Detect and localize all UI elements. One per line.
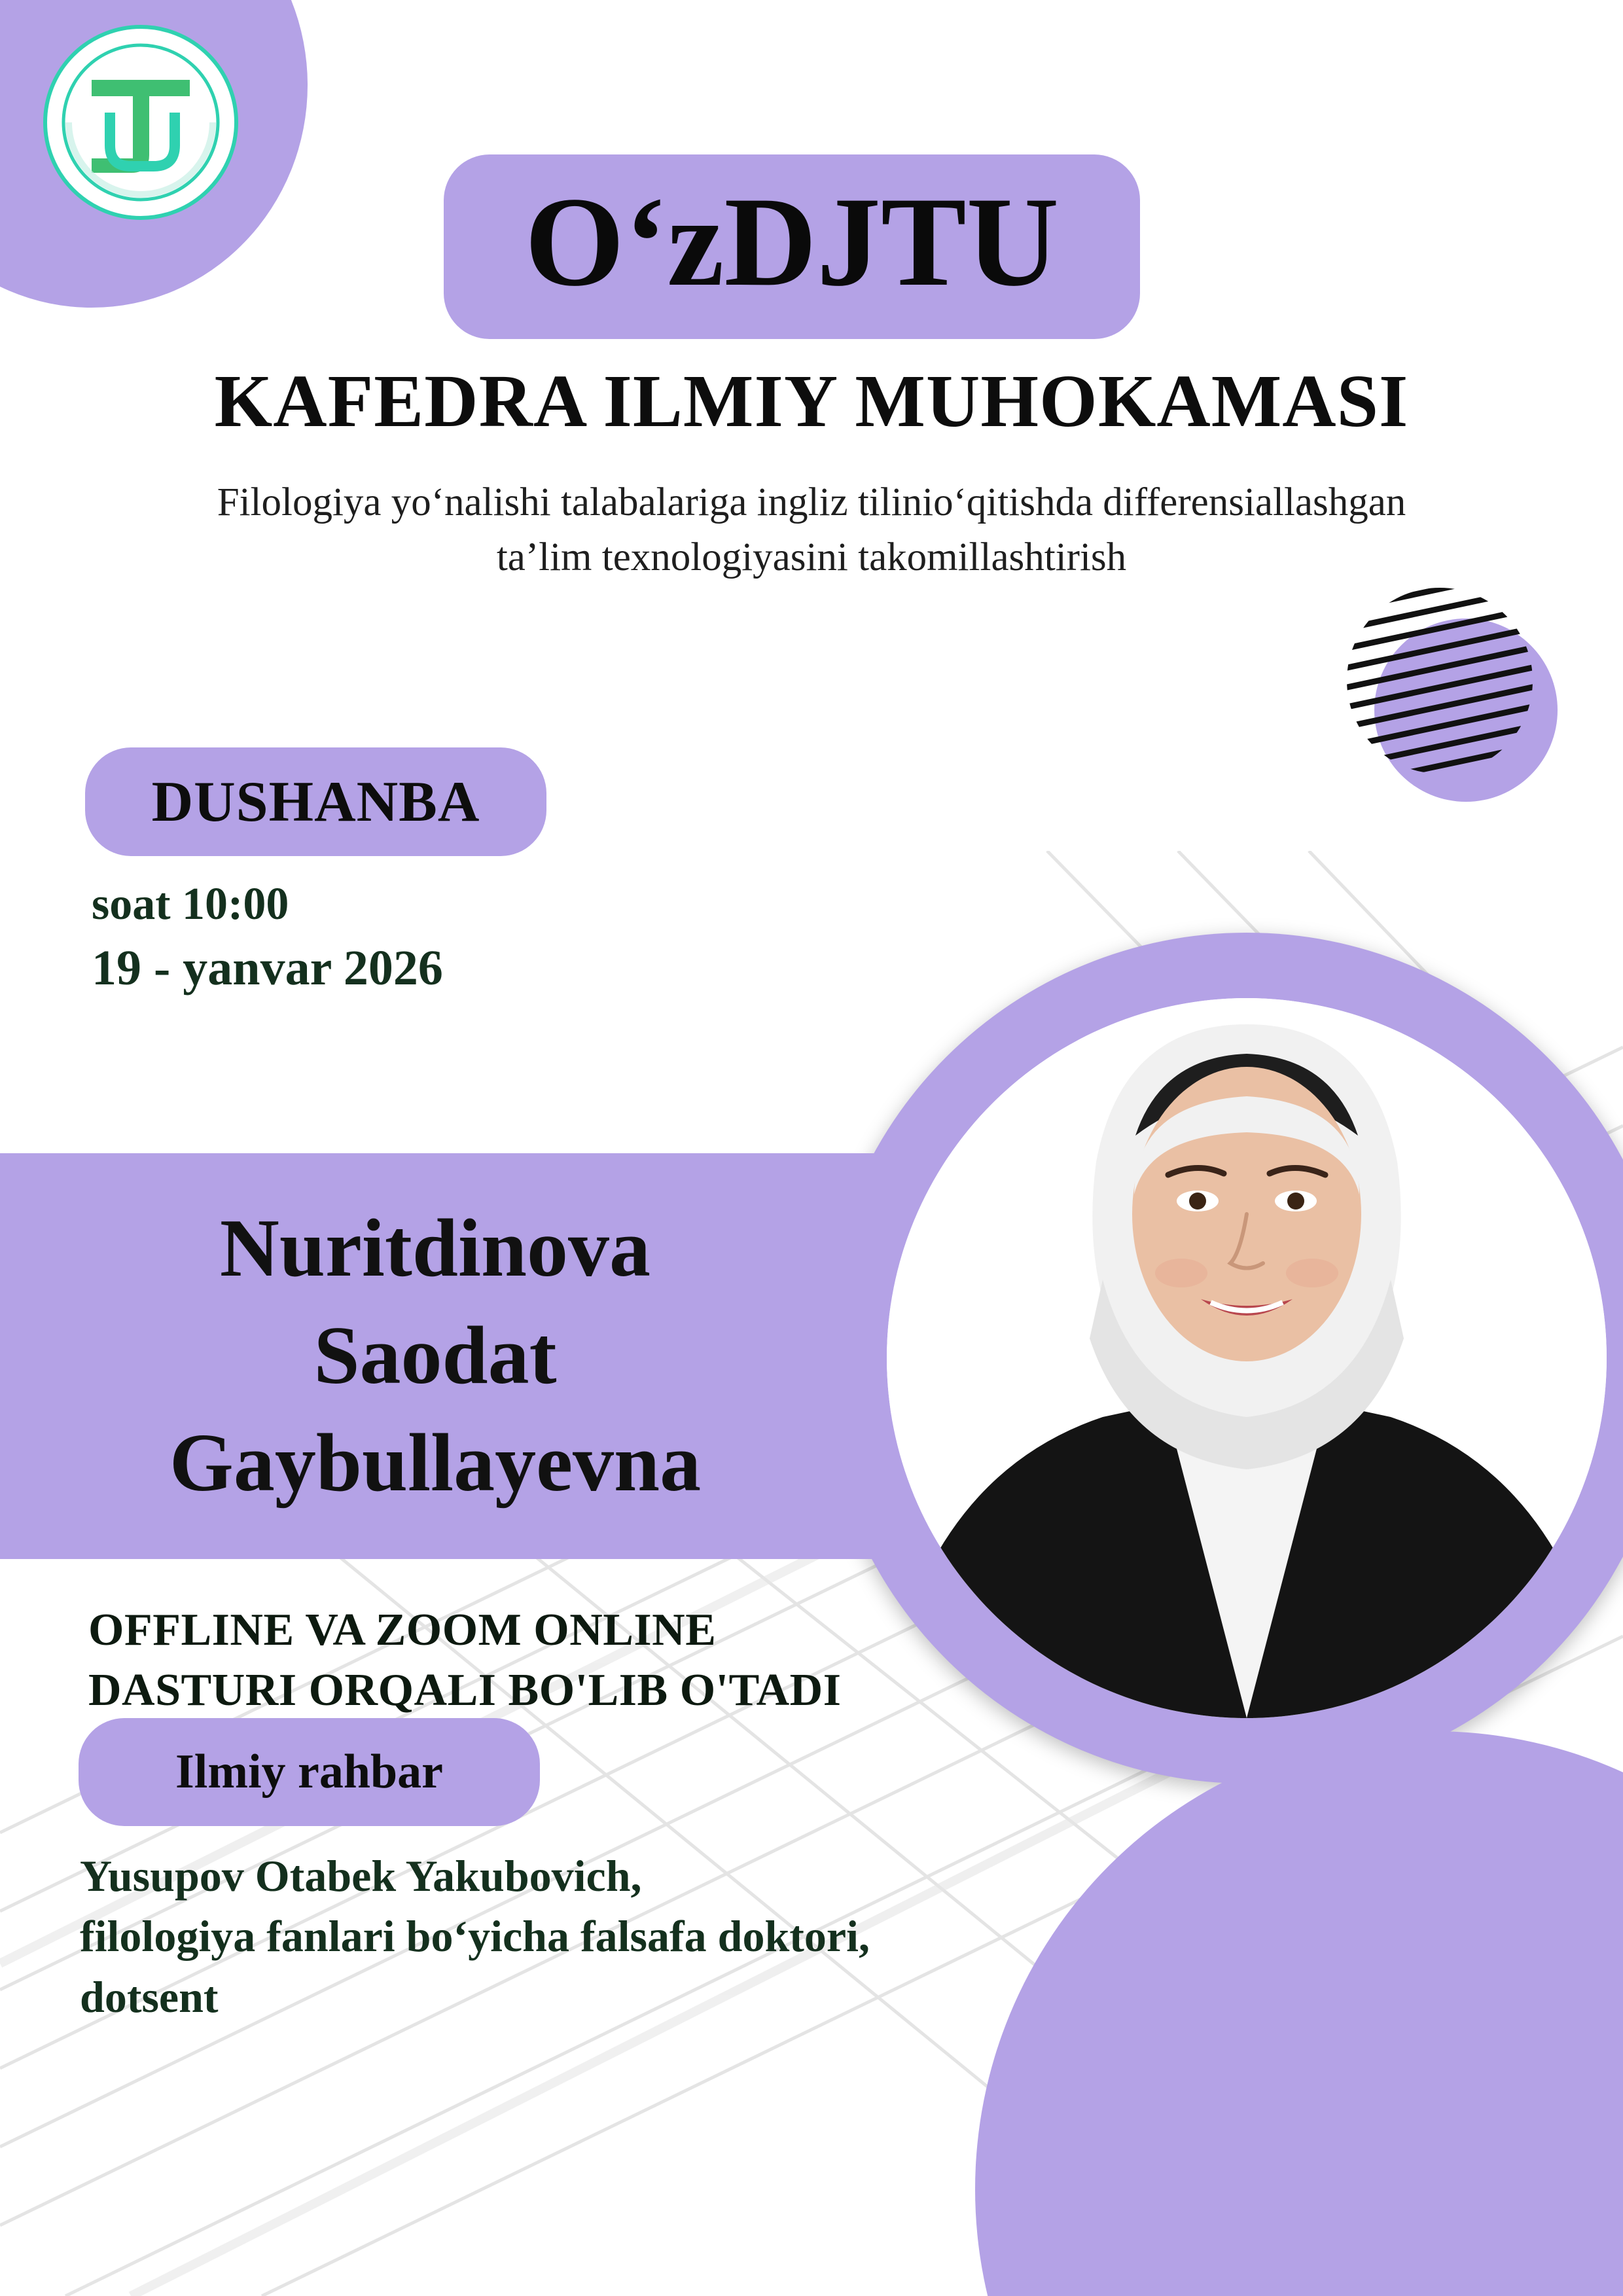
presenter-patronymic: Gaybullayevna: [169, 1417, 702, 1509]
page-title: O‘zDJTU: [524, 171, 1060, 313]
supervisor-info: [80, 1846, 870, 2027]
day-badge: [85, 747, 546, 856]
event-date: 19 - yanvar 2026: [92, 941, 443, 996]
supervisor-label: Ilmiy rahbar: [175, 1745, 444, 1799]
event-format: [88, 1600, 841, 1721]
university-logo-icon: [39, 21, 242, 224]
supervisor-title: dotsent: [80, 1971, 219, 2022]
topic-line-2: ta’lim texnologiyasini takomillashtirish: [496, 535, 1127, 580]
event-time: soat 10:00: [92, 879, 289, 929]
supervisor-name: Yusupov Otabek Yakubovich,: [80, 1851, 642, 1901]
presenter-surname: Nuritdinova: [219, 1203, 651, 1295]
presenter-first-name: Saodat: [313, 1310, 557, 1402]
event-heading: KAFEDRA ILMIY MUHOKAMASI: [214, 359, 1409, 442]
presenter-portrait-illustration: [887, 998, 1607, 1718]
format-line-1: OFFLINE VA ZOOM ONLINE: [88, 1605, 717, 1655]
supervisor-badge: [79, 1718, 540, 1826]
topic-subtitle: [92, 475, 1531, 585]
presenter-name-block: [0, 1153, 877, 1559]
supervisor-degree: filologiya fanlari bo‘yicha falsafa doktori,: [80, 1911, 870, 1962]
striped-circle-decoration: [1345, 586, 1535, 776]
title-pill: [444, 154, 1140, 339]
topic-line-1: Filologiya yo‘nalishi talabalariga ingliz tilinio‘qitishda differensiallashgan: [217, 480, 1406, 524]
format-line-2: DASTURI ORQALI BO'LIB O'TADI: [88, 1665, 842, 1716]
day-label: DUSHANBA: [151, 770, 480, 834]
presenter-photo: [887, 998, 1607, 1718]
